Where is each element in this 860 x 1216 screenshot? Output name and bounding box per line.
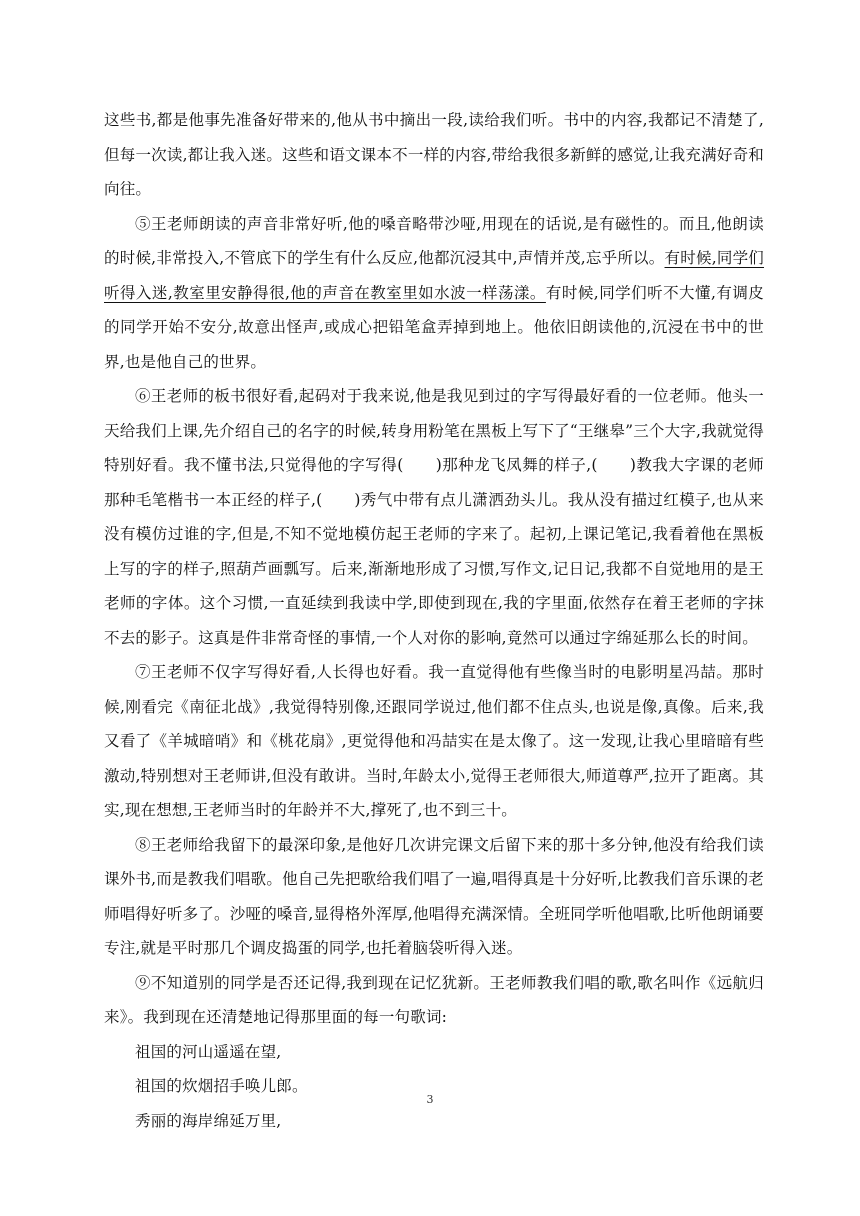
paragraph-text: ⑥王老师的板书很好看,起码对于我来说,他是我见到过的字写得最好看的一位老师。他头一天给我们上课,先介绍自己的名字的时候,转身用粉笔在黑板上写下了“王继皋”三个大字,我就觉得特别好看。我不懂书法,只觉得他的字写得( )那种龙飞凤舞的样子,( )教我大字课的老师那种毛笔楷书一本正经的样子,( )秀气中带有点儿潇洒劲头儿。我从没有描过红模子,也从来没有模仿过谁的字,但是,不知不觉地模仿起王老师的字来了。起初,上课记笔记,我看着他在黑板上写的字的样子,照葫芦画瓢写。后来,渐渐地形成了习惯,写作文,记日记,我都不自觉地用的是王老师的字体。这个习惯,一直延续到我读中学,即使到现在,我的字里面,依然存在着王老师的字抹不去的影子。这真是件非常奇怪的事情,一个人对你的影响,竟然可以通过字绵延那么长的时间。 bbox=[104, 387, 764, 647]
paragraph-7 bbox=[104, 655, 764, 828]
paragraph-text: 有时候,同学们听不大懂,有调皮的同学开始不安分,故意出怪声,或成心把铅笔盒弄掉到地上。他依旧朗读他的,沉浸在书中的世界,也是他自己的世界。 bbox=[104, 283, 765, 371]
paragraph-8 bbox=[104, 828, 764, 966]
paragraph-5 bbox=[104, 207, 764, 380]
paragraph-text: ⑤王老师朗读的声音非常好听,他的嗓音略带沙哑,用现在的话说,是有磁性的。而且,他朗读的时候,非常投入,不管底下的学生有什么反应,他都沉浸其中,声情并茂,忘乎所以。 bbox=[104, 214, 764, 267]
lyric-line: 祖国的炊烟招手唤儿郎。 bbox=[135, 1077, 308, 1095]
paragraph-6 bbox=[104, 379, 764, 655]
paragraph-4-continued bbox=[104, 103, 764, 207]
paragraph-text: ⑧王老师给我留下的最深印象,是他好几次讲完课文后留下来的那十多分钟,他没有给我们读课外书,而是教我们唱歌。他自己先把歌给我们唱了一遍,唱得真是十分好听,比教我们音乐课的老师唱得好听多了。沙哑的嗓音,显得格外浑厚,他唱得充满深情。全班同学听他唱歌,比听他朗诵要专注,就是平时那几个调皮捣蛋的同学,也托着脑袋听得入迷。 bbox=[104, 835, 764, 957]
paragraph-text: ⑨不知道别的同学是否还记得,我到现在记忆犹新。王老师教我们唱的歌,歌名叫作《远航归来》。我到现在还清楚地记得那里面的每一句歌词: bbox=[104, 973, 764, 1026]
underlined-sentence: 有时候,同学们听得入迷,教室里安静得很,他的声音在教室里如水波一样荡漾。 bbox=[104, 249, 765, 302]
paragraph-9 bbox=[104, 966, 764, 1035]
lyric-line: 祖国的河山遥遥在望, bbox=[135, 1042, 282, 1061]
paragraph-text: ⑦王老师不仅字写得好看,人长得也好看。我一直觉得他有些像当时的电影明星冯喆。那时候,刚看完《南征北战》,我觉得特别像,还跟同学说过,他们都不住点头,也说是像,真像。后来,我又看了《羊城暗哨》和《桃花扇》,更觉得他和冯喆实在是太像了。这一发现,让我心里暗暗有些激动,特别想对王老师讲,但没有敢讲。当时,年龄太小,觉得王老师很大,师道尊严,拉开了距离。其实,现在想想,王老师当时的年龄并不大,撑死了,也不到三十。 bbox=[104, 663, 764, 819]
lyric-line: 秀丽的海岸绵延万里, bbox=[135, 1111, 282, 1130]
article-body bbox=[104, 103, 764, 1138]
page-number: 3 bbox=[426, 1093, 434, 1106]
paragraph-text: 这些书,都是他事先准备好带来的,他从书中摘出一段,读给我们听。书中的内容,我都记不清楚了,但每一次读,都让我入迷。这些和语文课本不一样的内容,带给我很多新鲜的感觉,让我充满好奇和向往。 bbox=[104, 111, 764, 198]
